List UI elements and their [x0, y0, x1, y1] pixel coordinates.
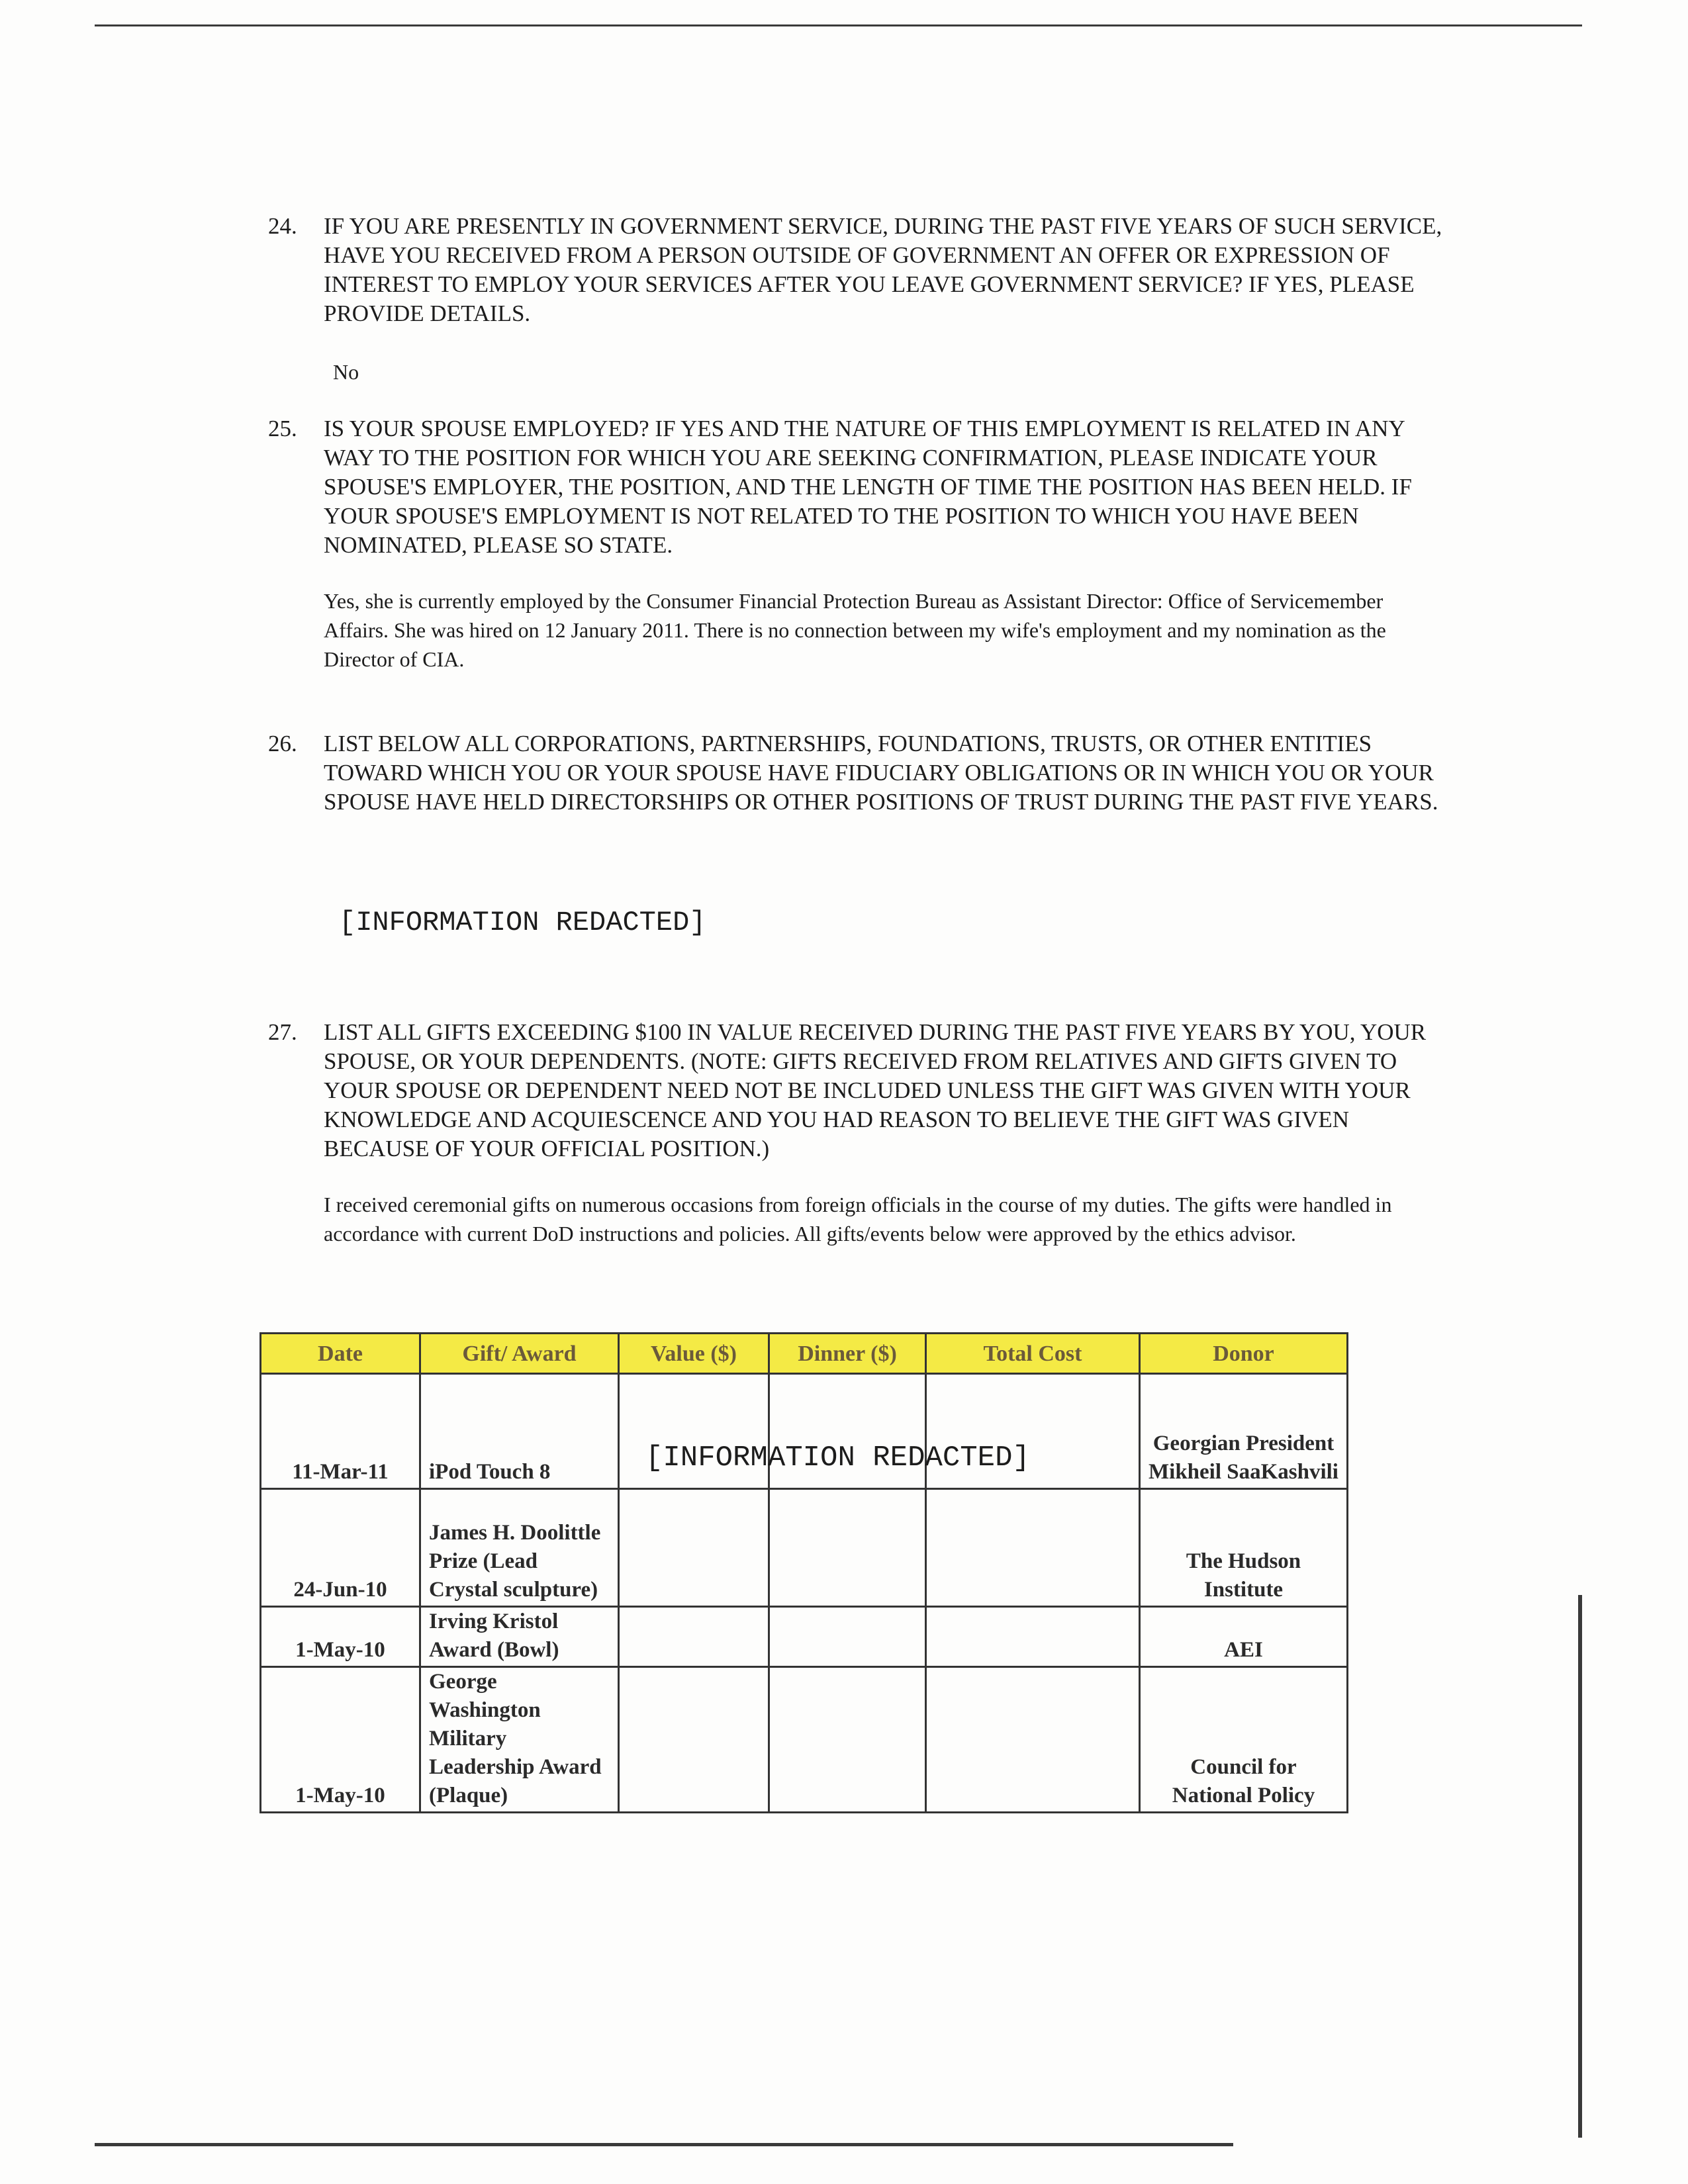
- cell-date: 1-May-10: [261, 1607, 420, 1667]
- redacted-26: [INFORMATION REDACTED]: [339, 907, 706, 938]
- question-number: 27.: [268, 1019, 297, 1045]
- cell-gift: James H. Doolittle Prize (Lead Crystal sculpture): [420, 1489, 619, 1607]
- answer-25: Yes, she is currently employed by the Consumer Financial Protection Bureau as Assistant Director: Office of Servicemember Affairs. She was hired on 12 January 2011. There is no connection between my wife's employment and my nomination as the Director of CIA.: [324, 589, 1386, 671]
- right-edge-rule: [1578, 1595, 1582, 2138]
- header-value: Value ($): [619, 1334, 769, 1374]
- question-26: [268, 729, 1453, 817]
- header-gift: Gift/ Award: [420, 1334, 619, 1374]
- question-25: [268, 414, 1453, 560]
- cell-dinner: [769, 1489, 926, 1607]
- question-24: [268, 212, 1453, 328]
- header-donor: Donor: [1140, 1334, 1348, 1374]
- question-text: IF YOU ARE PRESENTLY IN GOVERNMENT SERVICE, DURING THE PAST FIVE YEARS OF SUCH SERVICE, HAVE YOU RECEIVED FROM A PERSON OUTSIDE OF GOVERNMENT AN OFFER OR EXPRESSION OF INTEREST TO EMPLOY YOUR SERVICES AFTER YOU LEAVE GOVERNMENT SERVICE? IF YES, PLEASE PROVIDE DETAILS.: [324, 213, 1442, 326]
- answer-24: No: [333, 360, 359, 384]
- table-header-row: [261, 1334, 1348, 1374]
- cell-donor: The Hudson Institute: [1140, 1489, 1348, 1607]
- cell-value: [619, 1607, 769, 1667]
- header-date: Date: [261, 1334, 420, 1374]
- cell-date: 1-May-10: [261, 1667, 420, 1813]
- cell-donor: Georgian President Mikheil SaaKashvili: [1140, 1374, 1348, 1489]
- cell-value: [619, 1489, 769, 1607]
- header-dinner: Dinner ($): [769, 1334, 926, 1374]
- cell-total: [926, 1489, 1140, 1607]
- answer-27: I received ceremonial gifts on numerous occasions from foreign officials in the course of my duties. The gifts were handled in accordance with current DoD instructions and policies. All gifts/events below were approved by the ethics advisor.: [324, 1193, 1392, 1246]
- cell-gift: Irving Kristol Award (Bowl): [420, 1607, 619, 1667]
- cell-date: 11-Mar-11: [261, 1374, 420, 1489]
- table-row: [261, 1489, 1348, 1607]
- question-number: 26.: [268, 731, 297, 756]
- cell-total: [926, 1667, 1140, 1813]
- question-text: LIST BELOW ALL CORPORATIONS, PARTNERSHIPS, FOUNDATIONS, TRUSTS, OR OTHER ENTITIES TOWARD WHICH YOU OR YOUR SPOUSE HAVE FIDUCIARY OBLIGATIONS OR IN WHICH YOU OR YOUR SPOUSE HAVE HELD DIRECTORSHIPS OR OTHER POSITIONS OF TRUST DURING THE PAST FIVE YEARS.: [324, 731, 1438, 815]
- cell-donor: Council for National Policy: [1140, 1667, 1348, 1813]
- top-rule: [95, 24, 1582, 26]
- question-text: IS YOUR SPOUSE EMPLOYED? IF YES AND THE NATURE OF THIS EMPLOYMENT IS RELATED IN ANY WAY TO THE POSITION FOR WHICH YOU ARE SEEKING CONFIRMATION, PLEASE INDICATE YOUR SPOUSE'S EMPLOYER, THE POSITION, AND THE LENGTH OF TIME THE POSITION HAS BEEN HELD. IF YOUR SPOUSE'S EMPLOYMENT IS NOT RELATED TO THE POSITION TO WHICH YOU HAVE BEEN NOMINATED, PLEASE SO STATE.: [324, 416, 1412, 558]
- cell-gift: George Washington Military Leadership Award (Plaque): [420, 1667, 619, 1813]
- question-number: 25.: [268, 416, 297, 441]
- redacted-table-values: [INFORMATION REDACTED]: [645, 1441, 1030, 1475]
- cell-date: 24-Jun-10: [261, 1489, 420, 1607]
- question-text: LIST ALL GIFTS EXCEEDING $100 IN VALUE RECEIVED DURING THE PAST FIVE YEARS BY YOU, YOUR SPOUSE, OR YOUR DEPENDENTS. (NOTE: GIFTS RECEIVED FROM RELATIVES AND GIFTS GIVEN TO YOUR SPOUSE OR DEPENDENT NEED NOT BE INCLUDED UNLESS THE GIFT WAS GIVEN WITH YOUR KNOWLEDGE AND ACQUIESCENCE AND YOU HAD REASON TO BELIEVE THE GIFT WAS GIVEN BECAUSE OF YOUR OFFICIAL POSITION.): [324, 1019, 1427, 1161]
- table-row: [261, 1667, 1348, 1813]
- cell-total: [926, 1607, 1140, 1667]
- header-total-cost: Total Cost: [926, 1334, 1140, 1374]
- cell-dinner: [769, 1667, 926, 1813]
- table-row: [261, 1607, 1348, 1667]
- bottom-rule: [95, 2143, 1233, 2146]
- question-27: [268, 1018, 1453, 1163]
- question-number: 24.: [268, 213, 297, 239]
- gifts-table: [259, 1332, 1348, 1813]
- cell-value: [619, 1667, 769, 1813]
- cell-gift: iPod Touch 8: [420, 1374, 619, 1489]
- cell-donor: AEI: [1140, 1607, 1348, 1667]
- cell-dinner: [769, 1607, 926, 1667]
